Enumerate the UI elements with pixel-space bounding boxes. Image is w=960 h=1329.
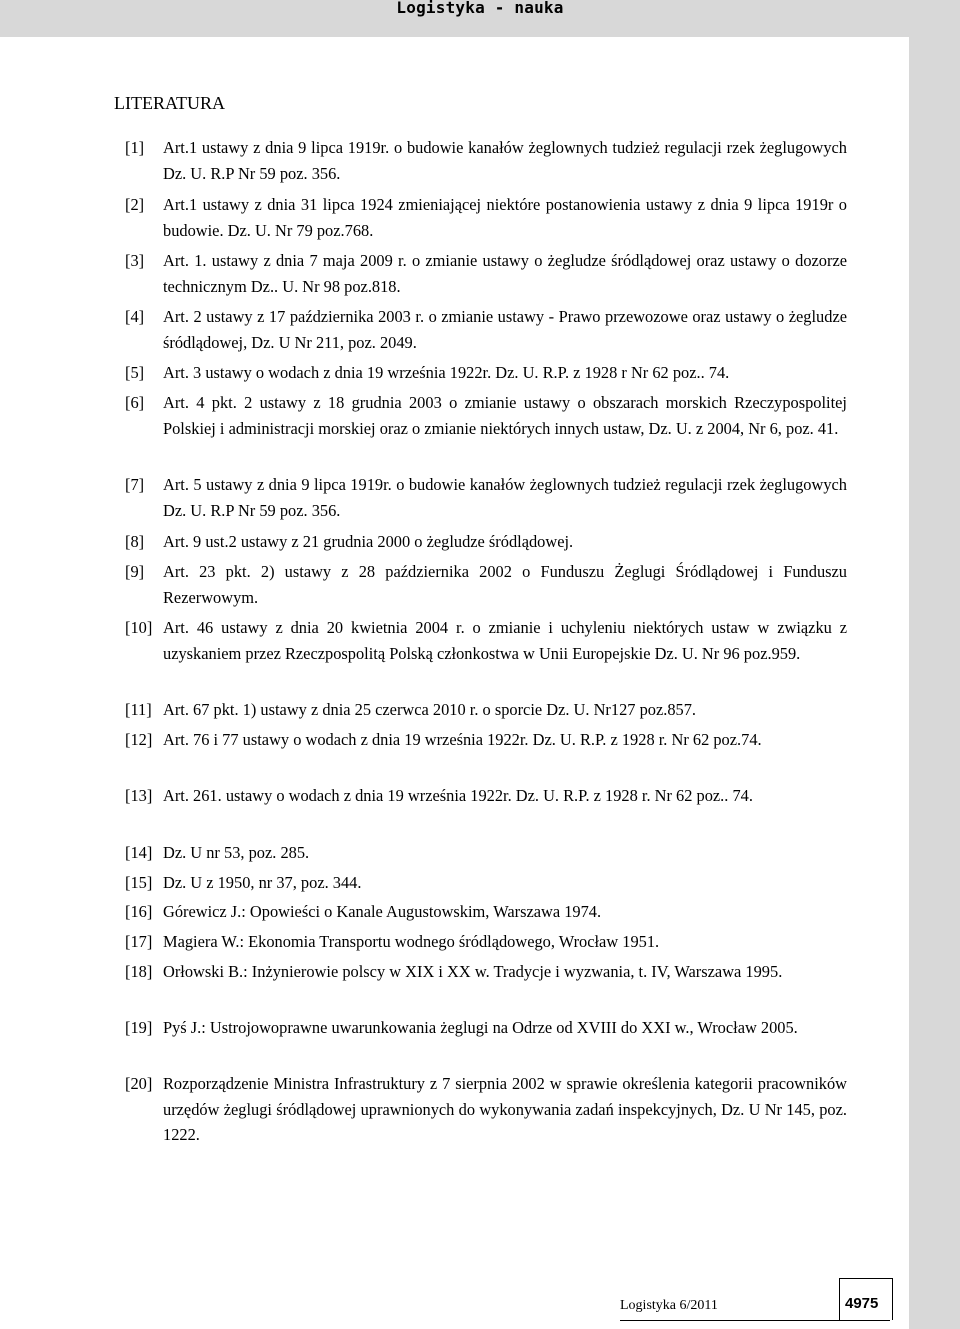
reference-item: [125, 783, 847, 809]
reference-number: [16]: [125, 902, 153, 921]
reference-text: Górewicz J.: Opowieści o Kanale Augustowskim, Warszawa 1974.: [163, 902, 602, 921]
reference-text: Art. 2 ustawy z 17 października 2003 r. o zmianie ustawy - Prawo przewozowe oraz ustawy o żegludze śródlądowej, Dz. U Nr 211, poz. 2049.: [163, 307, 847, 352]
reference-item: [125, 135, 847, 186]
reference-text: Art. 261. ustawy o wodach z dnia 19 września 1922r. Dz. U. R.P. z 1928 r. Nr 62 poz.. 74.: [163, 786, 753, 805]
running-header: [0, 0, 960, 36]
reference-text: Art. 46 ustawy z dnia 20 kwietnia 2004 r. o zmianie i uchyleniu niektórych ustaw w związku z uzyskaniem przez Rzeczpospolitą Polską członkostwa w Unii Europejskie Dz. U. Nr 96 poz.959.: [163, 618, 847, 663]
reference-number: [5]: [125, 363, 145, 382]
reference-text: Art. 4 pkt. 2 ustawy z 18 grudnia 2003 o zmianie ustawy o obszarach morskich Rzeczypospolitej Polskiej i administracji morskiej oraz o zmianie niektórych innych ustaw, Dz. U. z 2004, Nr 6, poz. 41.: [163, 393, 847, 438]
header-title: Logistyka - nauka: [396, 0, 564, 17]
reference-item: [125, 959, 847, 985]
reference-item: [125, 248, 847, 299]
reference-item: [125, 929, 847, 955]
reference-text: Dz. U z 1950, nr 37, poz. 344.: [163, 873, 362, 892]
reference-item: [125, 529, 847, 555]
reference-text: Art. 23 pkt. 2) ustawy z 28 października 2002 o Funduszu Żeglugi Śródlądowej i Funduszu Rezerwowym.: [163, 562, 847, 607]
reference-number: [12]: [125, 730, 153, 749]
reference-text: Rozporządzenie Ministra Infrastruktury z 7 sierpnia 2002 w sprawie określenia kategorii pracowników urzędów żeglugi śródlądowej uprawnionych do wykonywania zadań inspekcyjnych, Dz. U Nr 145, poz. 1222.: [163, 1074, 847, 1144]
reference-item: [125, 697, 847, 723]
reference-number: [7]: [125, 475, 145, 494]
reference-number: [10]: [125, 618, 153, 637]
reference-text: Magiera W.: Ekonomia Transportu wodnego śródlądowego, Wrocław 1951.: [163, 932, 660, 951]
reference-item: [125, 615, 847, 666]
reference-item: [125, 1071, 847, 1148]
reference-number: [8]: [125, 532, 145, 551]
reference-item: [125, 390, 847, 441]
reference-number: [18]: [125, 962, 153, 981]
reference-number: [13]: [125, 786, 153, 805]
reference-item: [125, 840, 847, 866]
reference-number: [3]: [125, 251, 145, 270]
reference-text: Art. 9 ust.2 ustawy z 21 grudnia 2000 o żegludze śródlądowej.: [163, 532, 574, 551]
reference-number: [1]: [125, 138, 145, 157]
reference-item: [125, 727, 847, 753]
reference-number: [14]: [125, 843, 153, 862]
reference-item: [125, 899, 847, 925]
reference-text: Art. 5 ustawy z dnia 9 lipca 1919r. o budowie kanałów żeglownych tudzież regulacji rzek żeglugowych Dz. U. R.P Nr 59 poz. 356.: [163, 475, 847, 520]
reference-number: [11]: [125, 700, 152, 719]
reference-item: [125, 304, 847, 355]
footer-rule: [620, 1320, 890, 1321]
reference-number: [15]: [125, 873, 153, 892]
reference-number: [19]: [125, 1018, 153, 1037]
reference-text: Art. 1. ustawy z dnia 7 maja 2009 r. o zmianie ustawy o żegludze śródlądowej oraz ustawy o dozorze technicznym Dz.. U. Nr 98 poz.818.: [163, 251, 847, 296]
section-title: LITERATURA: [114, 93, 225, 113]
reference-item: [125, 1015, 847, 1041]
reference-item: [125, 360, 847, 386]
reference-number: [6]: [125, 393, 145, 412]
reference-text: Art.1 ustawy z dnia 9 lipca 1919r. o budowie kanałów żeglownych tudzież regulacji rzek żeglugowych Dz. U. R.P Nr 59 poz. 356.: [163, 138, 847, 183]
reference-text: Art. 76 i 77 ustawy o wodach z dnia 19 września 1922r. Dz. U. R.P. z 1928 r. Nr 62 poz.74.: [163, 730, 762, 749]
reference-item: [125, 870, 847, 896]
footer-journal-name: Logistyka 6/2011: [620, 1298, 718, 1313]
reference-number: [20]: [125, 1074, 153, 1093]
reference-text: Orłowski B.: Inżynierowie polscy w XIX i XX w. Tradycje i wyzwania, t. IV, Warszawa 1995.: [163, 962, 783, 981]
reference-number: [2]: [125, 195, 145, 214]
reference-text: Dz. U nr 53, poz. 285.: [163, 843, 310, 862]
reference-item: [125, 192, 847, 243]
reference-text: Art. 67 pkt. 1) ustawy z dnia 25 czerwca 2010 r. o sporcie Dz. U. Nr127 poz.857.: [163, 700, 697, 719]
reference-text: Pyś J.: Ustrojowoprawne uwarunkowania żeglugi na Odrze od XVIII do XXI w., Wrocław 2005.: [163, 1018, 798, 1037]
reference-text: Art. 3 ustawy o wodach z dnia 19 września 1922r. Dz. U. R.P. z 1928 r Nr 62 poz.. 74.: [163, 363, 730, 382]
reference-number: [4]: [125, 307, 145, 326]
reference-text: Art.1 ustawy z dnia 31 lipca 1924 zmieniającej niektóre postanowienia ustawy z dnia 9 lipca 1919r o budowie. Dz. U. Nr 79 poz.768.: [163, 195, 847, 240]
document-page: [0, 37, 909, 1329]
reference-number: [17]: [125, 932, 153, 951]
reference-item: [125, 472, 847, 523]
reference-number: [9]: [125, 562, 145, 581]
page-number: 4975: [845, 1295, 879, 1312]
reference-item: [125, 559, 847, 610]
